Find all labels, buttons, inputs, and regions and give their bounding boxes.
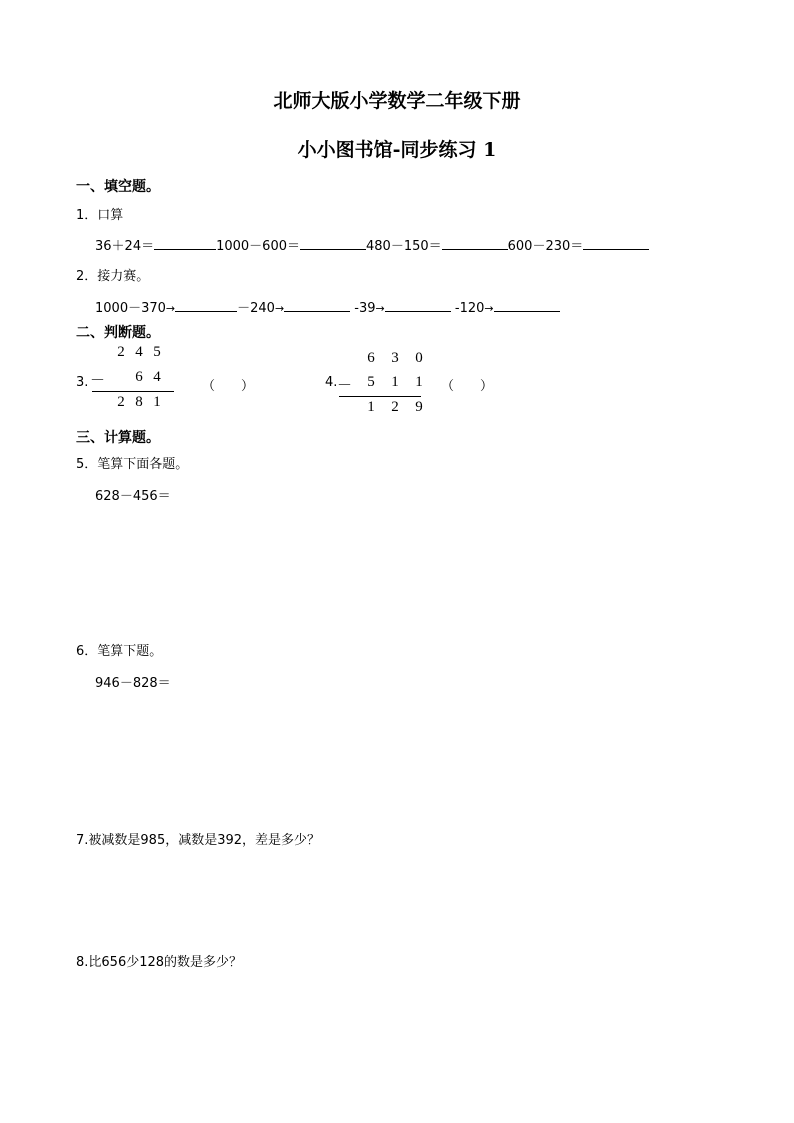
answer-blank[interactable] [154, 237, 216, 250]
answer-blank[interactable] [494, 299, 560, 312]
question-8-text: 8.比656少128的数是多少？ [76, 955, 243, 970]
digit: 0 [415, 350, 423, 366]
page-title: 北师大版小学数学二年级下册 [273, 90, 521, 112]
digit: 6 [367, 350, 375, 366]
relay-step: －240 [237, 301, 275, 316]
digit: 6 [135, 369, 143, 385]
question-2-label: 2．接力赛。 [76, 269, 150, 284]
answer-blank[interactable] [175, 299, 237, 312]
digit: 4 [135, 344, 143, 360]
oral-calc-item: 1000－600＝ [216, 239, 300, 254]
oral-calc-item: 480－150＝ [366, 239, 442, 254]
digit: 5 [367, 374, 375, 390]
question-1-label: 1．口算 [76, 208, 124, 223]
digit: 3 [391, 350, 399, 366]
digit: 2 [117, 394, 125, 410]
digit: 2 [391, 399, 399, 415]
digit: 2 [117, 344, 125, 360]
oral-calc-item: 36＋24＝ [95, 239, 155, 254]
section-fill-heading: 一、填空题。 [76, 179, 160, 195]
digit: 4 [153, 369, 161, 385]
question-4-label: 4. [325, 375, 338, 390]
vertical-subtraction-4 [337, 350, 439, 420]
arrow-right-icon: → [274, 302, 285, 315]
answer-blank[interactable] [385, 299, 451, 312]
arrow-right-icon: → [375, 302, 385, 315]
sum-line [339, 396, 421, 397]
minus-sign: － [90, 373, 106, 389]
question-1-items [95, 235, 649, 254]
difference-row [112, 394, 166, 411]
answer-blank[interactable] [284, 299, 350, 312]
question-5-label: 5．笔算下面各题。 [76, 457, 189, 472]
digit: 1 [153, 394, 161, 410]
digit [112, 369, 130, 386]
answer-blank[interactable] [300, 237, 366, 250]
section-calc-heading: 三、计算题。 [76, 430, 160, 446]
digit: 5 [153, 344, 161, 360]
minus-sign: － [337, 378, 353, 394]
judge-answer-3[interactable]: （ ） [202, 379, 255, 394]
page-subtitle: 小小图书馆-同步练习 1 [297, 139, 497, 161]
digit: 1 [415, 374, 423, 390]
question-3-label: 3. [76, 375, 89, 390]
minuend-row [359, 350, 431, 367]
subtrahend-row [359, 374, 431, 391]
judge-answer-4[interactable]: （ ） [441, 379, 494, 394]
relay-start: 1000－370 [95, 301, 166, 316]
question-6-label: 6．笔算下题。 [76, 644, 163, 659]
minuend-row [112, 344, 166, 361]
difference-row [359, 399, 431, 416]
digit: 8 [135, 394, 143, 410]
subtrahend-row [112, 369, 166, 386]
digit: 1 [391, 374, 399, 390]
answer-blank[interactable] [442, 237, 508, 250]
sum-line [92, 391, 174, 392]
question-7-text: 7.被减数是985，减数是392，差是多少？ [76, 833, 321, 848]
arrow-right-icon: → [165, 302, 176, 315]
answer-blank[interactable] [583, 237, 649, 250]
relay-step: -39 [350, 301, 376, 316]
digit: 9 [415, 399, 423, 415]
oral-calc-item: 600－230＝ [507, 239, 584, 254]
digit: 1 [367, 399, 375, 415]
question-6-expression: 946－828＝ [95, 676, 171, 691]
relay-step: -120 [450, 301, 485, 316]
section-judge-heading: 二、判断题。 [76, 325, 160, 341]
question-5-expression: 628－456＝ [95, 489, 171, 504]
relay-chain [95, 297, 560, 316]
arrow-right-icon: → [484, 302, 494, 315]
vertical-subtraction-3 [90, 344, 192, 414]
